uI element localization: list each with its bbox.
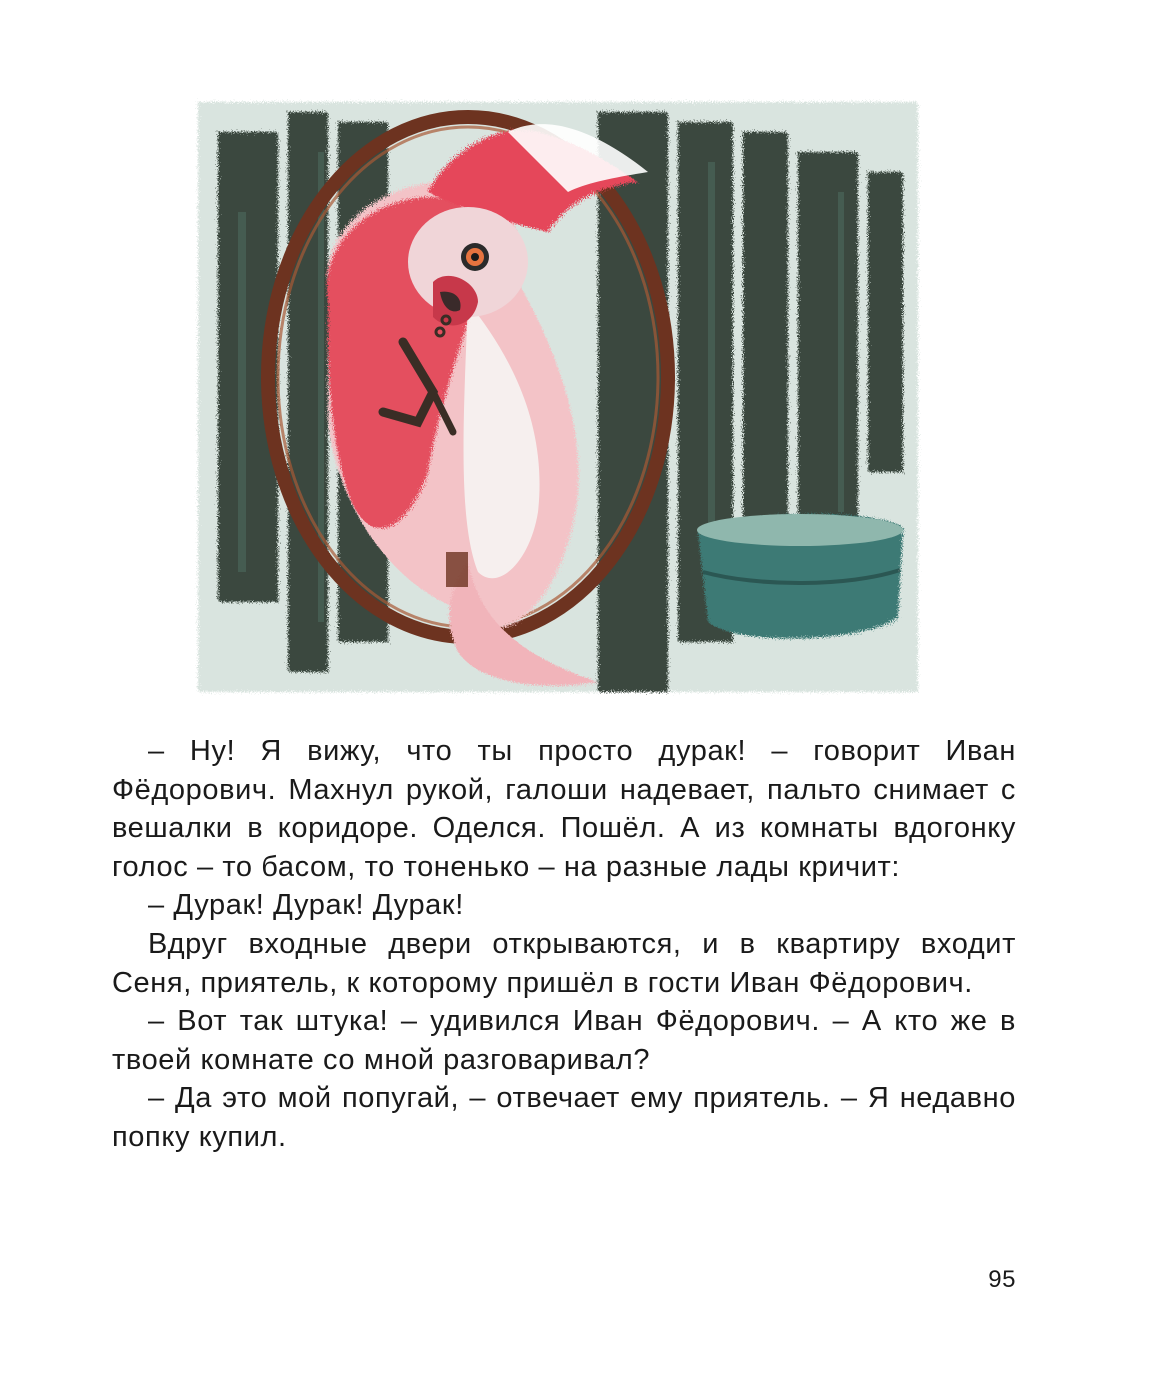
parrot-on-ring-icon xyxy=(178,92,938,704)
paragraph: – Дурак! Дурак! Дурак! xyxy=(148,889,464,922)
paragraph: – Ну! Я вижу, что ты просто дурак! – говорит Иван Фёдорович. Махнул рукой, галоши надевает, пальто снимает с вешалки в коридоре. Оделся. Пошёл. А из комнаты вдогонку голос – то басом, то тоненько – на разные лады кричит: xyxy=(112,735,1016,883)
paragraph: – Да это мой попугай, – отвечает ему приятель. – Я недавно попку купил. xyxy=(112,1082,1016,1153)
paragraph: – Вот так штука! – удивился Иван Фёдорович. – А кто же в твоей комнате со мной разговаривал? xyxy=(112,1005,1016,1076)
page-number: 95 xyxy=(988,1266,1016,1293)
parrot-illustration xyxy=(178,92,938,704)
paragraph: Вдруг входные двери открываются, и в квартиру входит Сеня, приятель, к которому пришёл в гости Иван Фёдорович. xyxy=(112,927,1016,999)
story-text xyxy=(112,732,1016,1157)
